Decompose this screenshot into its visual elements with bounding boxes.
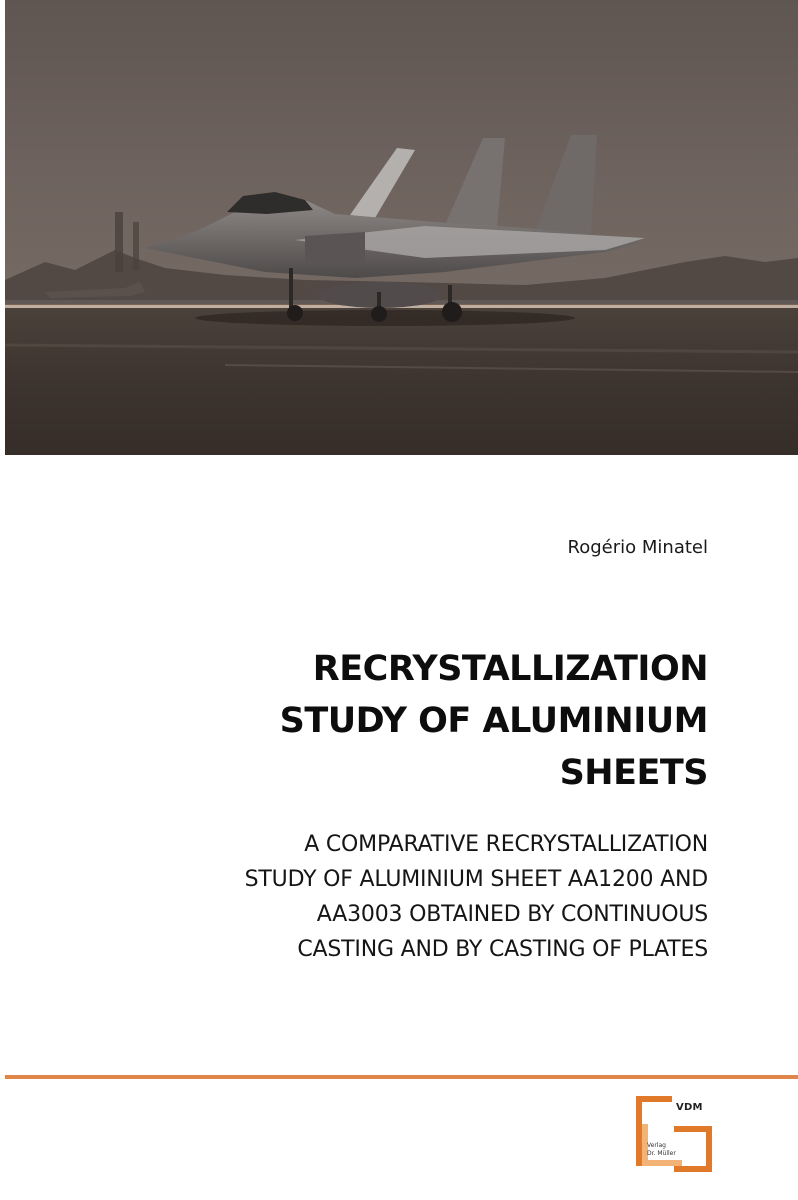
title-line: RECRYSTALLIZATION [312,649,708,689]
publisher-brand: VDM [676,1102,703,1113]
subtitle-line: CASTING AND BY CASTING OF PLATES [297,937,708,962]
subtitle-line: A COMPARATIVE RECRYSTALLIZATION [304,832,708,857]
book-title [88,643,708,799]
book-subtitle [28,827,708,967]
title-line: STUDY OF ALUMINIUM [279,701,708,741]
cover-photo [5,0,798,455]
title-line: SHEETS [559,753,708,793]
subtitle-line: AA3003 OBTAINED BY CONTINUOUS [316,902,708,927]
subtitle-line: STUDY OF ALUMINIUM SHEET AA1200 AND [244,867,708,892]
publisher-line-1: Verlag [647,1142,666,1149]
footer-divider [5,1075,798,1079]
author-name: Rogério Minatel [567,537,708,558]
publisher-logo [634,1094,714,1174]
fighter-jet-illustration [5,0,798,455]
publisher-line-2: Dr. Müller [647,1150,676,1157]
